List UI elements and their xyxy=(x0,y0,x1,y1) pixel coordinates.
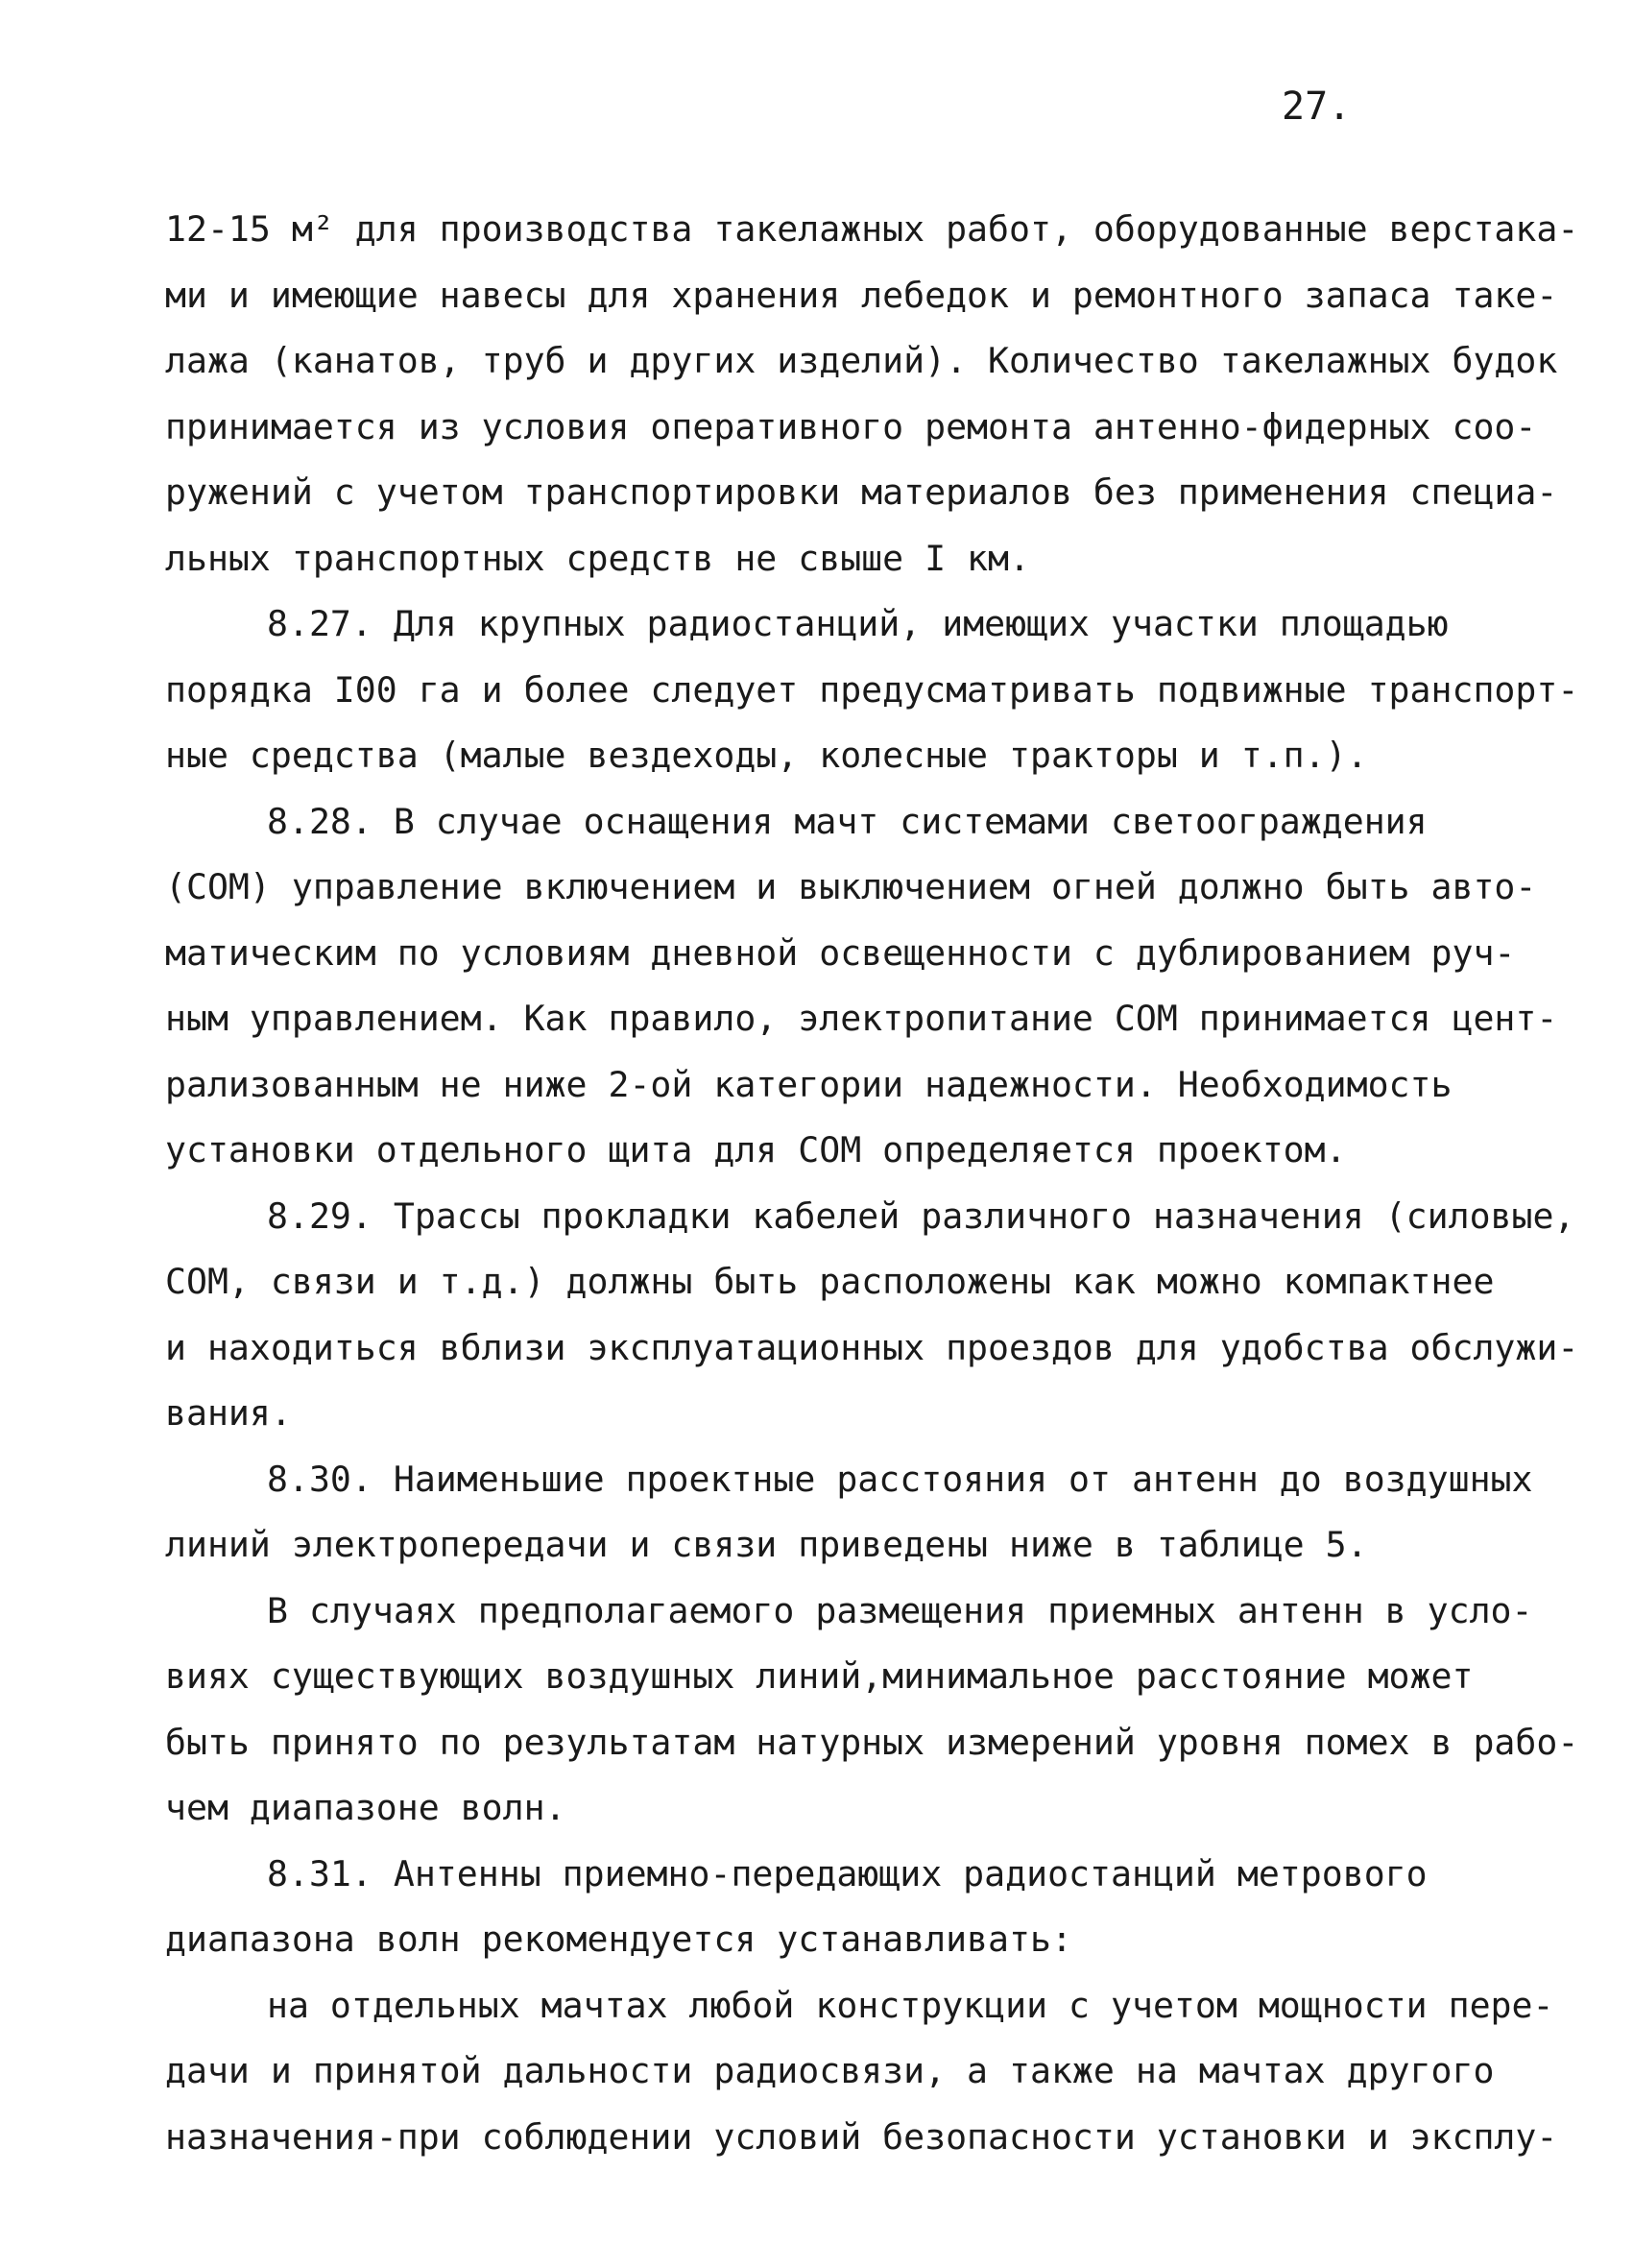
text-line: рализованным не ниже 2-ой категории надежности. Необходимость xyxy=(165,1063,1453,1105)
text-line: (СОМ) управление включением и выключением огней должно быть авто- xyxy=(165,866,1537,907)
text-line: 8.31. Антенны приемно-передающих радиостанций метрового xyxy=(267,1852,1428,1894)
text-line: вания. xyxy=(165,1392,292,1434)
text-line: порядка I00 га и более следует предусматривать подвижные транспорт- xyxy=(165,668,1579,711)
text-line: и находиться вблизи эксплуатационных проездов для удобства обслужи- xyxy=(165,1326,1579,1368)
text-line: быть принято по результатам натурных измерений уровня помех в рабо- xyxy=(165,1721,1579,1763)
text-line: ные средства (малые вездеходы, колесные тракторы и т.п.). xyxy=(165,735,1368,776)
text-line: ружений с учетом транспортировки материалов без применения специа- xyxy=(165,471,1558,513)
text-line: назначения-при соблюдении условий безопасности установки и эксплу- xyxy=(165,2115,1558,2158)
text-line: лажа (канатов, труб и других изделий). Количество такелажных будок xyxy=(165,340,1558,381)
text-line: 8.28. В случае оснащения мачт системами светоограждения xyxy=(267,800,1428,842)
page-number: 27. xyxy=(1282,84,1352,129)
text-line: 8.27. Для крупных радиостанций, имеющих участки площадью xyxy=(267,603,1449,644)
text-line: ми и имеющие навесы для хранения лебедок и ремонтного запаса таке- xyxy=(165,274,1558,316)
text-line: 8.30. Наименьшие проектные расстояния от антенн до воздушных xyxy=(267,1458,1533,1500)
text-line: дачи и принятой дальности радиосвязи, а также на мачтах другого xyxy=(165,2050,1495,2091)
text-line: 8.29. Трассы прокладки кабелей различного назначения (силовые, xyxy=(267,1194,1575,1237)
text-line: матическим по условиям дневной освещенности с дублированием руч- xyxy=(165,931,1516,974)
text-line: ным управлением. Как правило, электропитание СОМ принимается цент- xyxy=(165,998,1558,1039)
text-line: линий электропередачи и связи приведены ниже в таблице 5. xyxy=(165,1524,1368,1565)
text-line: СОМ, связи и т.д.) должны быть расположены как можно компактнее xyxy=(165,1261,1495,1302)
text-line: В случаях предполагаемого размещения приемных антенн в усло- xyxy=(267,1589,1533,1631)
body-text xyxy=(165,197,1579,2170)
text-line: на отдельных мачтах любой конструкции с учетом мощности пере- xyxy=(267,1984,1554,2026)
text-line: чем диапазоне волн. xyxy=(165,1787,566,1828)
text-line: установки отдельного щита для СОМ определяется проектом. xyxy=(165,1129,1347,1170)
text-line: льных транспортных средств не свыше I км. xyxy=(165,537,1030,579)
text-line: диапазона волн рекомендуется устанавливать: xyxy=(165,1918,1072,1960)
text-line: виях существующих воздушных линий,минимальное расстояние может xyxy=(165,1655,1474,1697)
text-line: 12-15 м² для производства такелажных работ, оборудованные верстака- xyxy=(165,208,1579,250)
text-line: принимается из условия оперативного ремонта антенно-фидерных соо- xyxy=(165,405,1537,447)
